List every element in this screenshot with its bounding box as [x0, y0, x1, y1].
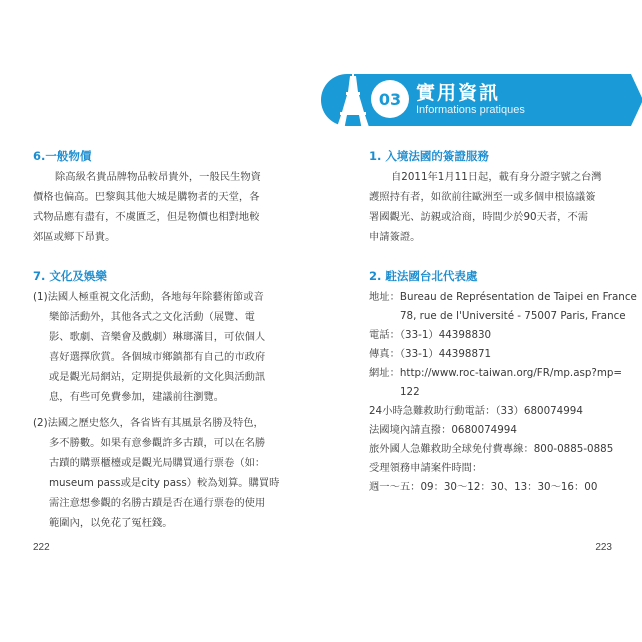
section-2-heading: 2. 駐法國台北代表處 [369, 269, 478, 283]
section-7-heading: 7. 文化及娛樂 [33, 269, 107, 283]
text-line: 護照持有者，如欲前往歐洲至一或多個申根協議簽 [369, 191, 596, 203]
text-line: 古蹟的購票櫃檯或是觀光局購買通行票卷（如： [49, 457, 266, 469]
toll-free-phone: 旅外國人急難救助全球免付費專線：800-0885-0885 [369, 443, 614, 455]
website-url: 網址：http://www.roc-taiwan.org/FR/mp.asp?mp= [369, 367, 623, 379]
text-line: 署國觀光、訪親或洽商，時間少於90天者，不需 [369, 211, 589, 223]
section-1-body [369, 167, 602, 247]
text-line: 或是觀光局網站，定期提供最新的文化與活動訊 [49, 371, 266, 383]
text-line: (1)法國人極重視文化活動，各地每年除藝術節或音 [33, 291, 264, 303]
chapter-banner-tip [631, 74, 642, 126]
page-number-right: 223 [595, 542, 612, 553]
text-line: 喜好選擇欣賞。各個城市鄉鎮都有自己的市政府 [49, 351, 266, 363]
text-line: 影、歌劇、音樂會及戲劇）琳瑯滿目，可依個人 [49, 331, 266, 343]
text-line: 息，有些可免費參加，建議前往瀏覽。 [49, 391, 225, 403]
text-line: 除高級名貴品牌物品較昂貴外，一般民生物資 [55, 171, 261, 183]
text-line: 申請簽證。 [369, 231, 421, 243]
text-line: 郊區或鄉下昂貴。 [33, 231, 116, 243]
text-line: 價格也偏高。巴黎與其他大城是購物者的天堂，各 [33, 191, 260, 203]
chapter-subtitle: Informations pratiques [416, 104, 525, 116]
chapter-number-badge: 03 [371, 80, 409, 118]
chapter-title: 實用資訊 [416, 82, 501, 104]
website-url-cont: 122 [400, 386, 420, 398]
text-line: 自2011年1月11日起，載有身分證字號之台灣 [391, 171, 602, 183]
section-6-body [33, 167, 261, 247]
fax-number: 傳真：（33-1）44398871 [369, 348, 492, 360]
section-1-heading: 1. 入境法國的簽證服務 [369, 149, 489, 163]
eiffel-tower-icon [333, 68, 373, 130]
text-line: 樂節活動外，其他各式之文化活動（展覽、電 [49, 311, 255, 323]
text-line: 範圍內，以免花了冤枉錢。 [49, 517, 173, 529]
phone-number: 電話：（33-1）44398830 [369, 329, 492, 341]
domestic-phone: 法國境內請直撥：0680074994 [369, 424, 517, 436]
right-page [321, 0, 642, 642]
office-hours: 週一～五：09：30～12：30、13：30～16：00 [369, 481, 598, 493]
section-7-item-1 [33, 287, 265, 407]
address-line: 78, rue de l'Université - 75007 Paris, France [400, 310, 626, 322]
address-line: 地址：Bureau de Représentation de Taipei en France [369, 291, 637, 303]
emergency-phone: 24小時急難救助行動電話：（33）680074994 [369, 405, 583, 417]
hours-label: 受理領務申請案件時間： [369, 462, 483, 474]
text-line: 式物品應有盡有，不虞匱乏，但是物價也相對地較 [33, 211, 260, 223]
section-7-item-2 [33, 413, 279, 533]
text-line: museum pass或是city pass）較為划算。購買時 [49, 477, 280, 489]
text-line: (2)法國之歷史悠久，各省皆有其風景名勝及特色， [33, 417, 264, 429]
page-number-left: 222 [33, 542, 50, 553]
representative-office-contact [369, 288, 637, 497]
text-line: 需注意想參觀的名勝古蹟是否在通行票卷的使用 [49, 497, 266, 509]
text-line: 多不勝數。如果有意參觀許多古蹟，可以在名勝 [49, 437, 266, 449]
section-6-heading: 6.一般物價 [33, 149, 92, 163]
